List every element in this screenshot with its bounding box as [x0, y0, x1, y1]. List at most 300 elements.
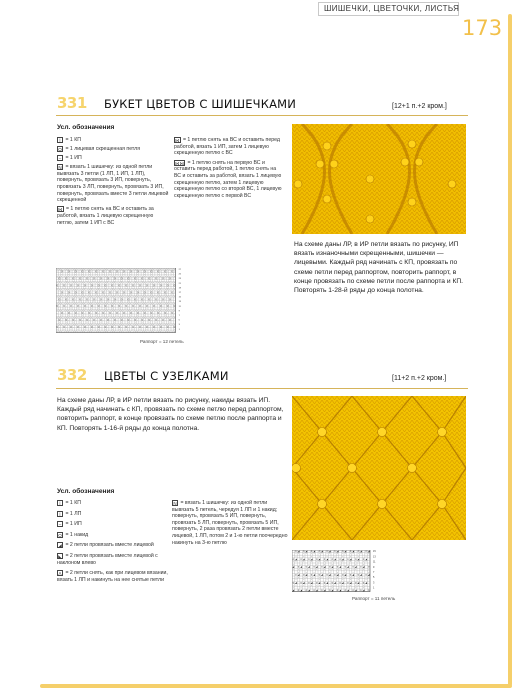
chart-symbol: • — [79, 275, 81, 278]
chart-symbol: – — [173, 328, 175, 331]
chart-symbol: Ϙ — [93, 319, 95, 322]
chart-symbol: – — [318, 560, 320, 564]
chart-symbol: • — [160, 282, 162, 285]
chart-symbol: – — [344, 568, 346, 572]
chart-symbol: – — [65, 321, 67, 324]
chart-symbol: – — [313, 570, 315, 574]
chart-symbol: • — [104, 275, 107, 278]
chart-symbol: • — [68, 303, 70, 306]
chart-symbol: • — [100, 275, 102, 278]
chart-symbol: • — [97, 317, 100, 320]
chart-symbol: • — [107, 289, 109, 292]
chart-symbol: • — [70, 275, 72, 278]
chart-symbol: • — [81, 303, 84, 306]
chart-symbol: • — [137, 317, 139, 320]
chart-symbol: Ϙ — [164, 312, 167, 315]
chart-symbol: • — [56, 289, 58, 292]
chart-symbol: – — [171, 278, 173, 281]
chart-symbol: – — [61, 298, 63, 301]
chart-symbol: – — [157, 278, 159, 281]
chart-symbol: Ϙ — [79, 319, 81, 322]
chart-symbol: – — [173, 312, 175, 315]
chart-symbol: – — [173, 271, 175, 274]
chart-symbol: • — [130, 268, 132, 271]
chart-symbol: • — [102, 324, 104, 327]
chart-symbol: • — [68, 289, 70, 292]
pattern-332-chart — [292, 550, 462, 599]
chart-symbol: • — [153, 303, 155, 306]
chart-symbol: • — [77, 317, 79, 320]
pattern-332-chart-grid — [292, 550, 462, 594]
chart-symbol: • — [134, 268, 136, 271]
chart-symbol: ◢ — [323, 589, 326, 593]
chart-symbol: – — [295, 583, 297, 587]
chart-symbol: • — [150, 296, 153, 299]
chart-symbol: • — [56, 310, 58, 313]
chart-symbol: o — [292, 557, 295, 561]
chart-symbol: – — [150, 298, 152, 301]
chart-symbol: – — [134, 321, 136, 324]
chart-symbol: – — [339, 586, 341, 590]
chart-symbol: – — [295, 552, 297, 556]
chart-symbol: • — [146, 324, 148, 327]
chart-symbol: – — [130, 298, 132, 301]
chart-symbol: – — [352, 576, 354, 580]
chart-symbol: ◢ — [326, 557, 328, 561]
chart-symbol: – — [344, 552, 346, 556]
chart-symbol: Ϙ — [81, 271, 84, 274]
chart-symbol: • — [109, 317, 111, 320]
chart-symbol: • — [91, 282, 93, 285]
chart-symbol: o — [360, 589, 362, 593]
chart-symbol: • — [104, 324, 107, 327]
chart-symbol: ◢ — [360, 573, 362, 577]
chart-symbol: – — [86, 280, 88, 283]
chart-symbol: – — [116, 319, 118, 322]
chart-symbol: Ϙ — [143, 291, 146, 294]
chart-symbol: – — [102, 278, 104, 281]
chart-symbol: – — [56, 307, 58, 310]
chart-symbol: – — [329, 568, 331, 572]
chart-symbol: – — [313, 568, 315, 572]
chart-symbol: • — [155, 310, 157, 313]
chart-symbol: • — [93, 324, 95, 327]
chart-symbol: – — [347, 586, 349, 590]
chart-symbol: • — [148, 282, 150, 285]
chart-symbol: – — [109, 278, 111, 281]
chart-symbol: • — [164, 330, 166, 333]
chart-symbol: – — [352, 570, 354, 574]
chart-symbol: – — [114, 301, 116, 304]
chart-symbol: ◢ — [315, 565, 318, 569]
chart-symbol: – — [171, 314, 173, 317]
chart-symbol: – — [342, 578, 344, 582]
chart-symbol: – — [109, 273, 111, 276]
row-number-label: 13 — [373, 555, 376, 559]
chart-symbol: • — [143, 296, 146, 299]
chart-symbol: o — [347, 557, 349, 561]
chart-symbol: ◢ — [305, 573, 308, 577]
chart-symbol: • — [166, 324, 169, 327]
row-number-label: 7 — [373, 571, 375, 575]
pattern-331-chart-caption: Раппорт = 12 петель — [140, 339, 184, 344]
chart-symbol: – — [308, 560, 310, 564]
chart-symbol: Ϙ — [171, 312, 173, 315]
chart-symbol: Ϙ — [157, 271, 160, 274]
chart-symbol: Ϙ — [63, 284, 65, 287]
chart-symbol: • — [141, 289, 143, 292]
chart-symbol: • — [169, 275, 171, 278]
chart-symbol: • — [173, 330, 176, 333]
chart-symbol: • — [91, 268, 93, 271]
chart-symbol: – — [167, 287, 169, 290]
chart-symbol: – — [139, 287, 141, 290]
chart-symbol: – — [357, 578, 359, 582]
chart-symbol: – — [88, 273, 90, 276]
chart-symbol: – — [72, 284, 74, 287]
row-number-label: 27 — [178, 268, 182, 271]
chart-symbol: Ϙ — [127, 319, 130, 322]
chart-symbol: • — [164, 324, 166, 327]
chart-symbol: – — [167, 271, 169, 274]
chart-symbol: ◢ — [326, 581, 328, 585]
chart-symbol: Ϙ — [100, 298, 102, 301]
chart-symbol: – — [365, 560, 367, 564]
chart-symbol: – — [342, 552, 344, 556]
chart-symbol: • — [143, 268, 146, 271]
chart-symbol: • — [79, 303, 81, 306]
chart-symbol: • — [84, 303, 86, 306]
chart-symbol: o — [367, 589, 370, 593]
chart-symbol: • — [107, 275, 109, 278]
chart-symbol: Ϙ — [97, 305, 100, 308]
chart-symbol: • — [79, 324, 81, 327]
chart-symbol: • — [95, 310, 97, 313]
chart-symbol: • — [104, 317, 107, 320]
chart-symbol: o — [367, 565, 370, 569]
chart-symbol: – — [310, 576, 313, 580]
chart-symbol: • — [118, 324, 120, 327]
chart-symbol: • — [58, 310, 61, 313]
chart-symbol: Ϙ — [100, 278, 102, 281]
chart-symbol: • — [160, 310, 162, 313]
chart-symbol: • — [127, 303, 130, 306]
chart-symbol: – — [139, 271, 141, 274]
chart-symbol: – — [58, 321, 60, 324]
chart-symbol: – — [123, 298, 125, 301]
chart-symbol: – — [349, 583, 352, 587]
chart-symbol: • — [116, 317, 118, 320]
chart-symbol: • — [58, 268, 61, 271]
chart-symbol: ◢ — [344, 573, 347, 577]
chart-symbol: • — [72, 275, 74, 278]
legend-item — [174, 160, 284, 200]
chart-symbol: – — [305, 576, 307, 580]
chart-symbol: • — [109, 268, 111, 271]
chart-symbol: • — [155, 317, 157, 320]
chart-symbol: – — [141, 280, 143, 283]
chart-symbol: • — [97, 330, 100, 333]
chart-symbol: – — [300, 583, 302, 587]
chart-symbol: – — [61, 278, 63, 281]
chart-symbol: • — [56, 317, 58, 320]
chart-symbol: ◢ — [331, 589, 334, 593]
chart-symbol: • — [127, 296, 130, 299]
chart-symbol: – — [173, 307, 175, 310]
chart-symbol: Ϙ — [155, 319, 157, 322]
chart-symbol: • — [114, 268, 116, 271]
chart-symbol: – — [109, 298, 111, 301]
chart-symbol: – — [160, 328, 162, 331]
chart-symbol: • — [166, 310, 169, 313]
chart-symbol: • — [91, 310, 93, 313]
chart-symbol: o — [326, 550, 328, 554]
row-number-label: 23 — [178, 278, 182, 281]
chart-symbol: Ϙ — [70, 326, 72, 329]
chart-symbol: – — [148, 280, 150, 283]
chart-symbol: – — [111, 312, 113, 315]
chart-symbol: • — [173, 324, 176, 327]
chart-symbol: – — [153, 291, 155, 294]
chart-symbol: – — [77, 307, 79, 310]
chart-symbol: • — [81, 289, 84, 292]
chart-symbol: – — [355, 563, 357, 567]
chart-symbol: – — [104, 287, 106, 290]
running-header: ШИШЕЧКИ, ЦВЕТОЧКИ, ЛИСТЬЯ — [324, 4, 460, 13]
chart-symbol: • — [123, 303, 125, 306]
chart-symbol: ◢ — [302, 581, 305, 585]
chart-symbol: • — [125, 310, 127, 313]
chart-symbol: • — [114, 303, 116, 306]
chart-symbol: • — [139, 275, 141, 278]
chart-symbol: ◢ — [295, 557, 297, 561]
pattern-332-title: ЦВЕТЫ С УЗЕЛКАМИ — [104, 369, 229, 383]
chart-symbol: – — [303, 555, 305, 559]
chart-symbol: • — [68, 324, 70, 327]
chart-symbol: o — [308, 557, 310, 561]
chart-symbol: – — [295, 560, 297, 564]
chart-symbol: – — [171, 319, 173, 322]
legend-item — [57, 521, 169, 528]
chart-symbol: – — [79, 301, 81, 304]
pattern-331-description: На схеме даны ЛР, в ИР петли вязать по рисунку, ИП вязать изнаночными скрещенными, шишечки — лицевыми. Каждый ряд начинать с КП, провязать по схеме петли перед раппортом, повторить раппорт, в конце провязать по схеме петли после раппорта и КП. Повторять 1-28-й ряды до конца полотна. — [294, 241, 464, 295]
chart-symbol: • — [88, 310, 90, 313]
chart-symbol: Ϙ — [65, 319, 68, 322]
chart-symbol: – — [336, 576, 339, 580]
legend-item — [57, 553, 169, 566]
chart-symbol: Ϙ — [65, 298, 68, 301]
chart-symbol: – — [357, 560, 359, 564]
chart-symbol: • — [132, 310, 134, 313]
chart-symbol: • — [102, 296, 104, 299]
chart-symbol: – — [167, 307, 169, 310]
chart-symbol: • — [120, 330, 123, 333]
chart-symbol: Ϙ — [97, 284, 100, 287]
chart-symbol: Ϙ — [106, 319, 109, 322]
chart-symbol: Ϙ — [132, 284, 134, 287]
chart-symbol: – — [368, 568, 370, 572]
chart-symbol: • — [160, 303, 162, 306]
chart-symbol: • — [150, 324, 153, 327]
chart-symbol: – — [173, 291, 175, 294]
chart-symbol: • — [63, 324, 65, 327]
chart-symbol: – — [146, 271, 148, 274]
chart-symbol: Ϙ — [166, 326, 169, 329]
chart-symbol: – — [93, 305, 95, 308]
chart-symbol: • — [68, 268, 70, 271]
chart-symbol: o — [295, 573, 297, 577]
chart-symbol: ◢ — [328, 550, 331, 554]
chart-symbol: • — [166, 330, 169, 333]
chart-symbol: • — [116, 289, 118, 292]
chart-symbol: • — [139, 330, 141, 333]
chart-symbol: – — [61, 314, 63, 317]
chart-symbol: • — [139, 324, 141, 327]
chart-symbol: • — [107, 310, 109, 313]
chart-symbol: – — [164, 273, 166, 276]
chart-symbol: – — [365, 555, 367, 559]
chart-symbol: – — [93, 284, 95, 287]
chart-symbol: Ϙ — [111, 326, 114, 329]
pattern-332-chart-caption: Раппорт = 11 петель — [352, 596, 396, 601]
chart-symbol: – — [79, 321, 81, 324]
chart-symbol: – — [148, 284, 150, 287]
pattern-332-description: На схеме даны ЛР, в ИР петли вязать по рисунку, накиды вязать ИП. Каждый ряд начинать с КП, провязать по схеме петлю перед раппортом, повторить раппорт, в конце провязать по схеме петлю после раппорта и КП. Повторять 1-16-й ряды до конца полотна. — [57, 397, 284, 432]
chart-symbol: – — [150, 278, 152, 281]
chart-symbol: • — [123, 282, 125, 285]
chart-symbol: – — [342, 555, 344, 559]
chart-symbol: • — [153, 289, 155, 292]
chart-symbol: – — [148, 305, 150, 308]
chart-symbol: – — [157, 319, 159, 322]
chart-symbol: • — [169, 296, 171, 299]
chart-symbol: – — [297, 568, 300, 572]
chart-symbol: • — [169, 268, 171, 271]
chart-symbol: ◢ — [341, 557, 344, 561]
chart-symbol: ◢ — [305, 550, 308, 554]
chart-symbol: – — [144, 278, 146, 281]
chart-symbol: – — [316, 583, 318, 587]
chart-symbol: • — [146, 282, 148, 285]
chart-symbol: • — [56, 330, 58, 333]
chart-symbol: • — [88, 275, 90, 278]
chart-symbol: • — [109, 296, 111, 299]
chart-symbol: – — [86, 301, 88, 304]
double-cross-symbol-icon: ⋈⋈ — [175, 160, 184, 166]
chart-symbol: Ϙ — [162, 278, 164, 281]
chart-symbol: • — [91, 289, 93, 292]
chart-symbol: • — [130, 330, 132, 333]
chart-symbol: – — [365, 576, 367, 580]
chart-symbol: – — [61, 294, 63, 297]
chart-symbol: • — [70, 296, 72, 299]
chart-symbol: – — [146, 291, 148, 294]
row-number-label: 1 — [178, 328, 180, 331]
chart-symbol: Ϙ — [157, 291, 160, 294]
chart-symbol: • — [162, 317, 164, 320]
chart-symbol: • — [127, 330, 130, 333]
chart-symbol: – — [336, 552, 339, 556]
chart-symbol: – — [86, 305, 88, 308]
chart-symbol: – — [132, 291, 134, 294]
chart-symbol: Ϙ — [83, 326, 86, 329]
chart-symbol: Ϙ — [139, 284, 141, 287]
chart-symbol: Ϙ — [79, 278, 81, 281]
chart-symbol: – — [148, 321, 150, 324]
chart-symbol: • — [146, 289, 148, 292]
chart-symbol: – — [104, 291, 106, 294]
chart-symbol: • — [88, 330, 90, 333]
chart-symbol: Ϙ — [125, 326, 127, 329]
legend-item — [57, 137, 169, 144]
chart-symbol: • — [84, 268, 86, 271]
chart-symbol: • — [91, 275, 93, 278]
chart-symbol: • — [81, 282, 84, 285]
legend-text: = 1 петлю снять на первую ВС и оставить перед работой, 1 петлю снять на ВС и оставить за работой, вязать 1 лицевую скрещенную петлю, затем 1 лицевую скрещенную петлю со второй ВС, 1 лицевую скрещенную петлю с первой ВС — [174, 159, 282, 199]
chart-symbol: Ϙ — [90, 284, 93, 287]
chart-symbol: – — [102, 294, 104, 297]
chart-symbol: • — [125, 317, 127, 320]
chart-symbol: Ϙ — [90, 305, 93, 308]
chart-symbol: – — [77, 291, 79, 294]
legend-item — [174, 137, 284, 157]
chart-symbol: – — [132, 312, 134, 315]
chart-symbol: • — [91, 317, 93, 320]
chart-symbol: – — [91, 312, 93, 315]
chart-symbol: Ϙ — [166, 284, 169, 287]
chart-symbol: • — [137, 330, 139, 333]
chart-symbol: • — [134, 324, 136, 327]
chart-symbol: o — [318, 573, 321, 577]
chart-symbol: • — [134, 330, 136, 333]
chart-symbol: • — [139, 282, 141, 285]
chart-symbol: – — [81, 273, 83, 276]
chart-symbol: – — [77, 328, 79, 331]
chart-symbol: – — [173, 287, 175, 290]
chart-symbol: Ϙ — [104, 284, 107, 287]
chart-symbol: – — [139, 291, 141, 294]
chart-symbol: • — [74, 317, 77, 320]
chart-symbol: • — [166, 303, 169, 306]
chart-symbol: – — [134, 280, 136, 283]
chart-symbol: – — [137, 273, 139, 276]
chart-symbol: – — [360, 570, 362, 574]
chart-symbol: – — [118, 291, 120, 294]
chart-symbol: • — [166, 317, 169, 320]
row-number-label: 15 — [373, 550, 376, 554]
chart-symbol: • — [81, 330, 84, 333]
chart-symbol: – — [171, 298, 173, 301]
chart-symbol: • — [91, 296, 93, 299]
chart-symbol: • — [70, 317, 72, 320]
chart-symbol: Ϙ — [58, 319, 61, 322]
chart-symbol: • — [118, 296, 120, 299]
chart-symbol: – — [104, 328, 106, 331]
chart-symbol: – — [114, 284, 116, 287]
chart-symbol: • — [160, 324, 162, 327]
chart-symbol: • — [120, 317, 123, 320]
chart-symbol: – — [95, 273, 97, 276]
chart-symbol: • — [125, 282, 127, 285]
chart-symbol: – — [153, 287, 155, 290]
chart-symbol: o — [323, 581, 326, 585]
chart-symbol: Ϙ — [173, 326, 176, 329]
chart-symbol: • — [102, 268, 104, 271]
chart-symbol: – — [171, 294, 173, 297]
chart-symbol: • — [102, 282, 104, 285]
chart-symbol: Ϙ — [164, 271, 167, 274]
chart-symbol: • — [111, 289, 113, 292]
